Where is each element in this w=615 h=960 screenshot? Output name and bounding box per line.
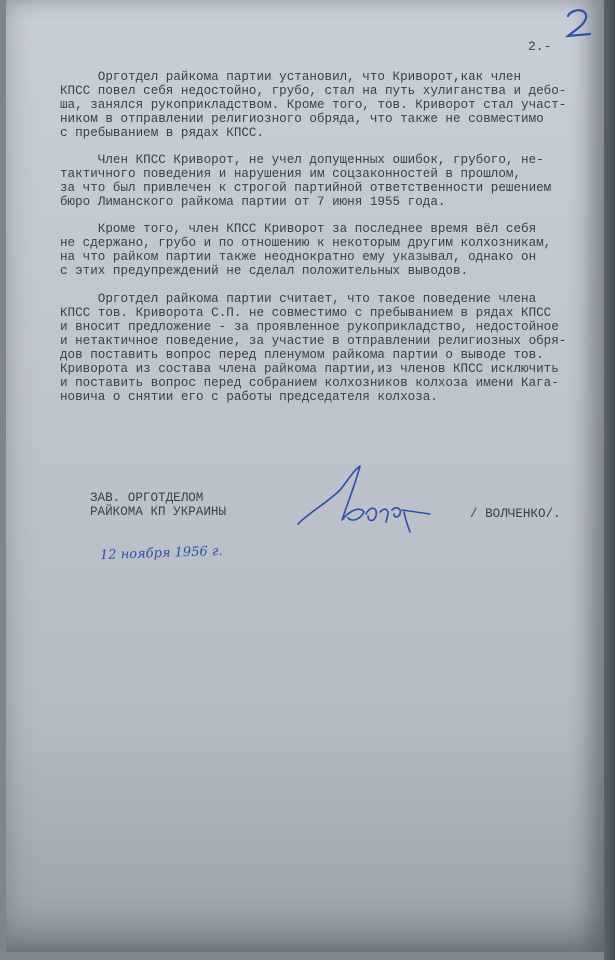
- text-line: дов поставить вопрос перед пленумом райкома партии о выводе тов.: [60, 348, 544, 362]
- text-line: Орготдел райкома партии считает, что такое поведение члена: [60, 292, 537, 306]
- signer-title-line-1: ЗАВ. ОРГОТДЕЛОМ: [90, 491, 204, 505]
- background-edge: [604, 0, 615, 960]
- signer-title-line-2: РАЙКОМА КП УКРАИНЫ: [90, 505, 227, 519]
- text-line: КПСС повел себя недостойно, грубо, стал на путь хулиганства и дебо-: [60, 84, 567, 98]
- text-line: ша, занялся рукоприкладством. Кроме того, тов. Криворот стал участ-: [60, 98, 567, 112]
- text-line: на что райком партии также неоднократно ему указывал, однако он: [60, 250, 537, 264]
- handwritten-page-number: [560, 6, 600, 40]
- text-line: Член КПСС Криворот, не учел допущенных ошибок, грубого, не-: [60, 153, 544, 167]
- text-line: бюро Лиманского райкома партии от 7 июня 1955 года.: [60, 195, 446, 209]
- text-line: за что был привлечен к строгой партийной ответственности решением: [60, 181, 552, 195]
- text-line: тактичного поведения и нарушения им соцзаконностей в прошлом,: [60, 167, 529, 181]
- text-line: Криворота из состава члена райкома партии,из членов КПСС исключить: [60, 362, 559, 376]
- page-number: 2.-: [528, 39, 552, 54]
- handwritten-signature: [290, 462, 440, 542]
- text-line: КПСС тов. Криворота С.П. не совместимо с пребыванием в рядах КПСС: [60, 306, 552, 320]
- text-line: с этих предупреждений не сделал положительных выводов.: [60, 264, 469, 278]
- text-line: и поставить вопрос перед собранием колхозников колхоза имени Кага-: [60, 376, 559, 390]
- text-line: и вносит предложение - за проявленное рукоприкладство, недостойное: [60, 320, 559, 334]
- text-line: и нетактичное поведение, за участие в отправлении религиозных обря-: [60, 334, 567, 348]
- handwritten-date: 12 ноября 1956 г.: [99, 543, 223, 564]
- text-line: ником в отправлении религиозного обряда, что также не совместимо: [60, 112, 544, 126]
- text-line: Кроме того, член КПСС Криворот за последнее время вёл себя: [60, 222, 537, 236]
- text-line: с пребыванием в рядах КПСС.: [60, 126, 265, 140]
- text-line: Орготдел райкома партии установил, что Криворот,как член: [60, 70, 522, 84]
- text-line: не сдержано, грубо и по отношению к некоторым другим колхозникам,: [60, 236, 552, 250]
- signer-name: / ВОЛЧЕНКО/.: [470, 507, 561, 521]
- text-line: новича о снятии его с работы председателя колхоза.: [60, 390, 438, 404]
